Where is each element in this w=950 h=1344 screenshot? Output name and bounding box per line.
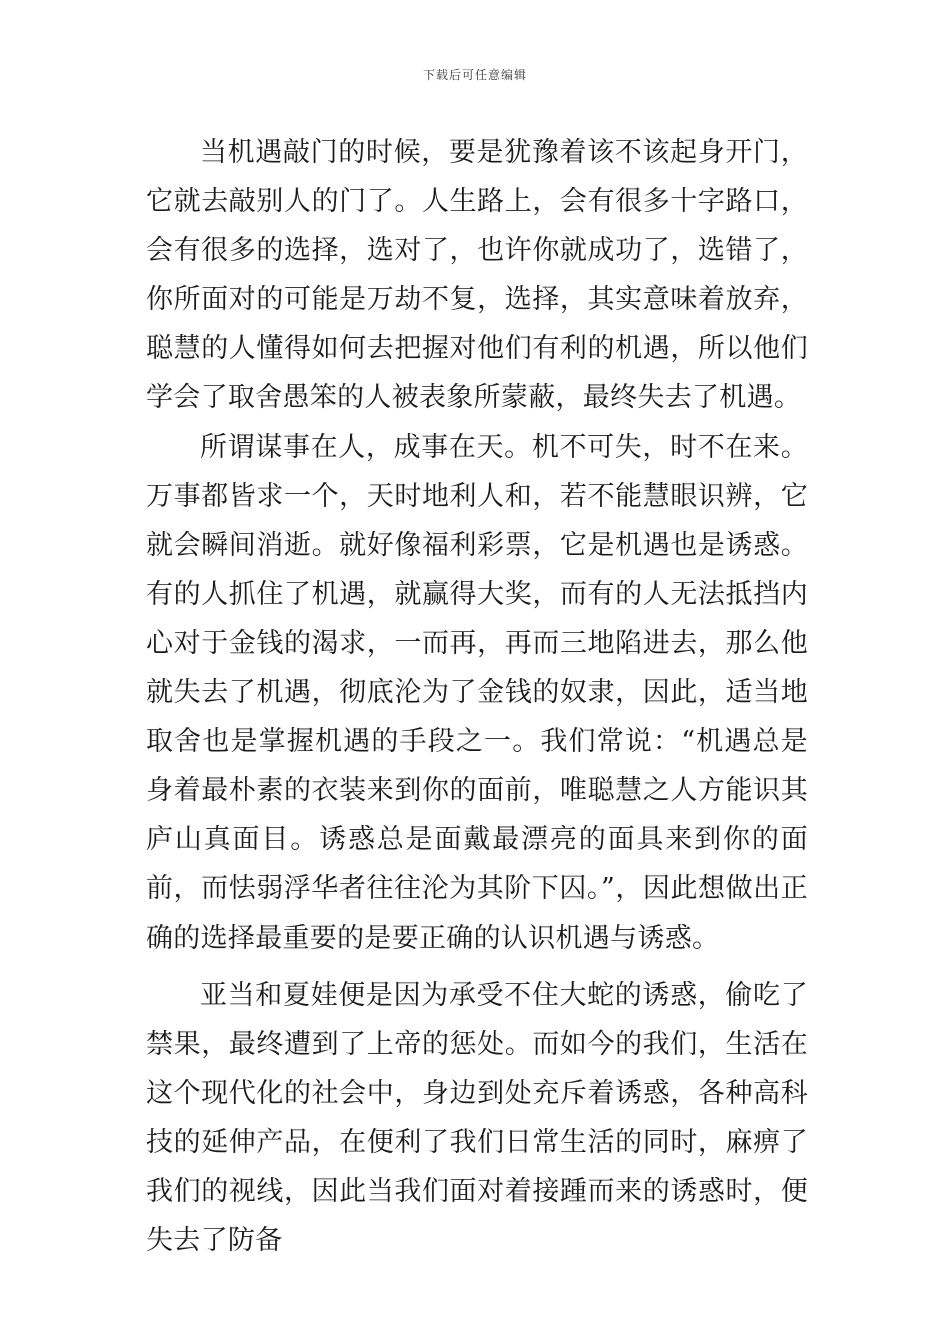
paragraph-3: 亚当和夏娃便是因为承受不住大蛇的诱惑，偷吃了禁果，最终遭到了上帝的惩处。而如今的我们，生活在这个现代化的社会中，身边到处充斥着诱惑，各种高科技的延伸产品，在便利了我们日常生活的同时，麻痹了我们的视线，因此当我们面对着接踵而来的诱惑时，便失去了防备 — [146, 979, 808, 1257]
document-body — [146, 128, 808, 1265]
paragraph-1: 当机遇敲门的时候，要是犹豫着该不该起身开门，它就去敲别人的门了。人生路上，会有很多十字路口，会有很多的选择，选对了，也许你就成功了，选错了，你所面对的可能是万劫不复，选择，其实意味着放弃，聪慧的人懂得如何去把握对他们有利的机遇，所以他们学会了取舍愚笨的人被表象所蒙蔽，最终失去了机遇。 — [146, 137, 808, 414]
paragraph-2: 所谓谋事在人，成事在天。机不可失，时不在来。万事都皆求一个，天时地利人和，若不能慧眼识辨，它就会瞬间消逝。就好像福利彩票，它是机遇也是诱惑。有的人抓住了机遇，就赢得大奖，而有的人无法抵挡内心对于金钱的渴求，一而再，再而三地陷进去，那么他就失去了机遇，彻底沦为了金钱的奴隶，因此，适当地取舍也是掌握机遇的手段之一。我们常说：“机遇总是身着最朴素的衣装来到你的面前，唯聪慧之人方能识其庐山真面目。诱惑总是面戴最漂亮的面具来到你的面前，而怯弱浮华者往往沦为其阶下囚。”，因此想做出正确的选择最重要的是要正确的认识机遇与诱惑。 — [146, 431, 808, 954]
download-note: 下载后可任意编辑 — [422, 68, 527, 82]
